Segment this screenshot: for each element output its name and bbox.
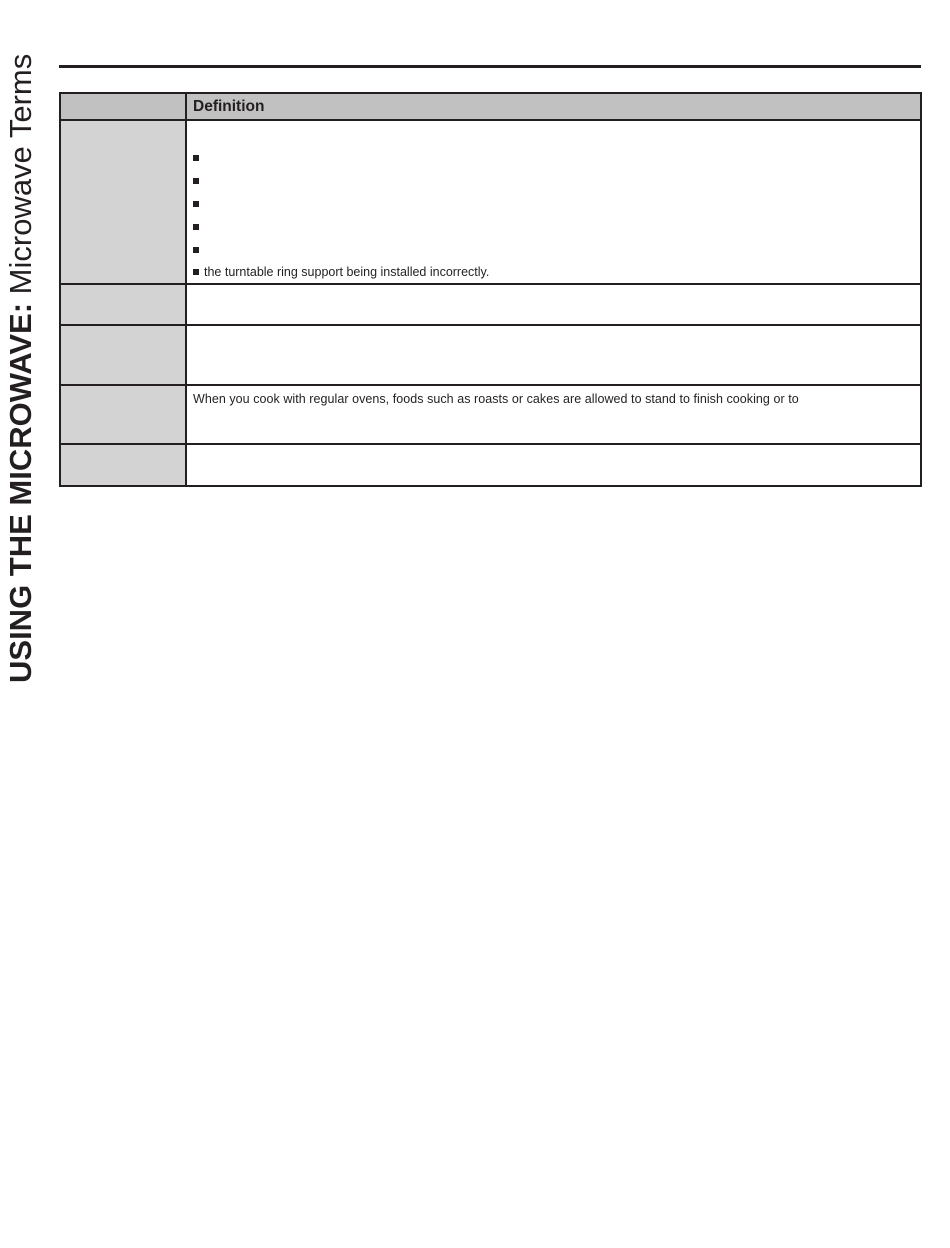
- table-row: [60, 284, 921, 325]
- definition-cell: [186, 444, 921, 486]
- list-item: [193, 262, 914, 283]
- term-cell: [60, 385, 186, 444]
- square-bullet-icon: [193, 269, 199, 275]
- square-bullet-icon: [193, 178, 199, 184]
- definition-column-header: Definition: [186, 93, 921, 120]
- square-bullet-icon: [193, 155, 199, 161]
- term-cell: [60, 444, 186, 486]
- side-heading-topic: Microwave Terms: [3, 53, 38, 303]
- square-bullet-icon: [193, 224, 199, 230]
- header-rule: [59, 65, 921, 68]
- definition-cell: [186, 325, 921, 385]
- definition-cell: [186, 284, 921, 325]
- table-row: [60, 385, 921, 444]
- terms-table: [59, 92, 922, 487]
- term-cell: [60, 284, 186, 325]
- bullet-list: [193, 124, 914, 283]
- list-item: [193, 216, 914, 239]
- bullet-text: the turntable ring support being installed incorrectly.: [204, 265, 490, 279]
- definition-cell: [186, 385, 921, 444]
- list-item: [193, 147, 914, 170]
- table-row: [60, 120, 921, 284]
- side-heading-section: USING THE MICROWAVE:: [3, 302, 38, 683]
- square-bullet-icon: [193, 247, 199, 253]
- table-row: [60, 444, 921, 486]
- term-column-header: [60, 93, 186, 120]
- term-cell: [60, 325, 186, 385]
- table-row: [60, 325, 921, 385]
- list-item: [193, 170, 914, 193]
- definition-cell: [186, 120, 921, 284]
- list-item: [193, 193, 914, 216]
- list-item: [193, 239, 914, 262]
- square-bullet-icon: [193, 201, 199, 207]
- table-header-row: [60, 93, 921, 120]
- side-heading: [4, 28, 38, 683]
- definition-text: When you cook with regular ovens, foods such as roasts or cakes are allowed to stand to finish cooking or to: [193, 392, 799, 406]
- term-cell: [60, 120, 186, 284]
